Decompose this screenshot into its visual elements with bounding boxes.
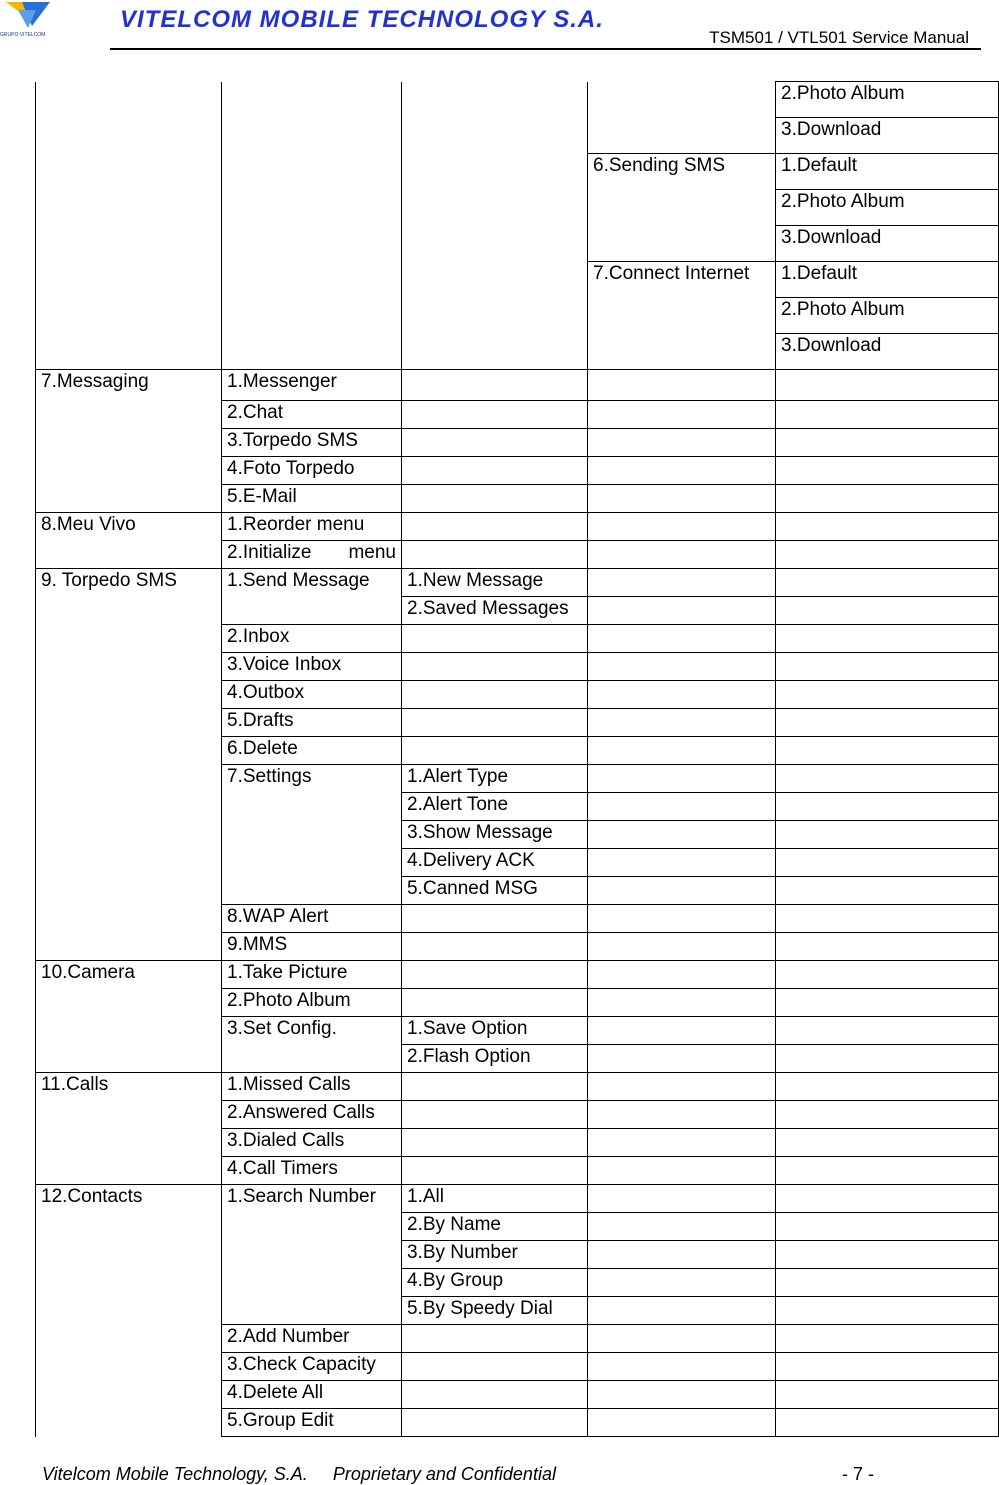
table-cell: 4.Outbox [222,681,402,709]
table-cell: 5.By Speedy Dial [402,1297,588,1325]
table-cell: 2.Add Number [222,1325,402,1353]
table-cell: 2.Chat [222,401,402,429]
table-cell: 1.Missed Calls [222,1073,402,1101]
table-cell: 2.Alert Tone [402,793,588,821]
svg-text:GRUPO VITELCOM: GRUPO VITELCOM [0,32,46,38]
table-row [36,569,999,597]
table-cell: 1.Default [776,154,999,190]
table-cell: 2.Initialize menu [222,541,402,569]
footer-confidential: Proprietary and Confidential [332,1464,556,1484]
page-number: - 7 - [842,1464,875,1484]
header-rule [110,48,981,50]
table-cell: 2.Photo Album [776,298,999,334]
table-cell: 9. Torpedo SMS [36,569,222,961]
menu-tree-table [35,81,999,1437]
table-cell: 9.MMS [222,933,402,961]
table-cell: 1.Alert Type [402,765,588,793]
table-cell: 3.By Number [402,1241,588,1269]
table-row [36,370,999,401]
table-row [36,1073,999,1101]
table-cell: 4.Delivery ACK [402,849,588,877]
table-cell: 4.Delete All [222,1381,402,1409]
table-cell: 5.Group Edit [222,1409,402,1437]
table-cell: 1.Send Message [222,569,402,625]
table-cell: 1.Search Number [222,1185,402,1325]
table-cell: 2.Photo Album [222,989,402,1017]
table-cell: 2.Photo Album [776,190,999,226]
table-cell: 1.All [402,1185,588,1213]
table-cell: 7.Messaging [36,370,222,513]
table-cell: 5.Drafts [222,709,402,737]
table-cell: 1.New Message [402,569,588,597]
table-cell: 3.Download [776,334,999,370]
footer [42,1464,576,1485]
table-cell: 7.Connect Internet [588,262,776,370]
vitelcom-logo [0,0,58,40]
manual-title: TSM501 / VTL501 Service Manual [709,28,969,47]
table-cell: 1.Save Option [402,1017,588,1045]
table-cell: 2.Inbox [222,625,402,653]
table-cell: 1.Default [776,262,999,298]
table-cell: 3.Torpedo SMS [222,429,402,457]
table-row [36,82,999,118]
table-cell: 2.Saved Messages [402,597,588,625]
table-cell: 10.Camera [36,961,222,1073]
table-cell: 1.Take Picture [222,961,402,989]
table-cell: 3.Show Message [402,821,588,849]
table-cell: 2.Photo Album [776,82,999,118]
table-cell: 4.Call Timers [222,1157,402,1185]
table-cell: 2.By Name [402,1213,588,1241]
table-cell: 1.Reorder menu [222,513,402,541]
table-cell: 3.Voice Inbox [222,653,402,681]
table-cell: 2.Answered Calls [222,1101,402,1129]
table-cell: 3.Dialed Calls [222,1129,402,1157]
table-cell: 11.Calls [36,1073,222,1185]
table-row [36,513,999,541]
company-title: VITELCOM MOBILE TECHNOLOGY S.A. [120,6,604,33]
table-cell: 6.Sending SMS [588,154,776,262]
table-cell: 5.Canned MSG [402,877,588,905]
table-cell: 3.Download [776,226,999,262]
table-cell: 3.Check Capacity [222,1353,402,1381]
table-cell: 4.Foto Torpedo [222,457,402,485]
table-cell: 8.Meu Vivo [36,513,222,569]
footer-company: Vitelcom Mobile Technology, S.A. [42,1464,308,1484]
table-cell: 3.Download [776,118,999,154]
table-cell: 7.Settings [222,765,402,905]
table-cell: 3.Set Config. [222,1017,402,1073]
table-cell: 8.WAP Alert [222,905,402,933]
table-cell: 5.E-Mail [222,485,402,513]
table-cell: 2.Flash Option [402,1045,588,1073]
table-cell: 1.Messenger [222,370,402,401]
table-cell: 12.Contacts [36,1185,222,1437]
table-row [36,1185,999,1213]
table-row [36,961,999,989]
table-cell: 4.By Group [402,1269,588,1297]
table-cell: 6.Delete [222,737,402,765]
